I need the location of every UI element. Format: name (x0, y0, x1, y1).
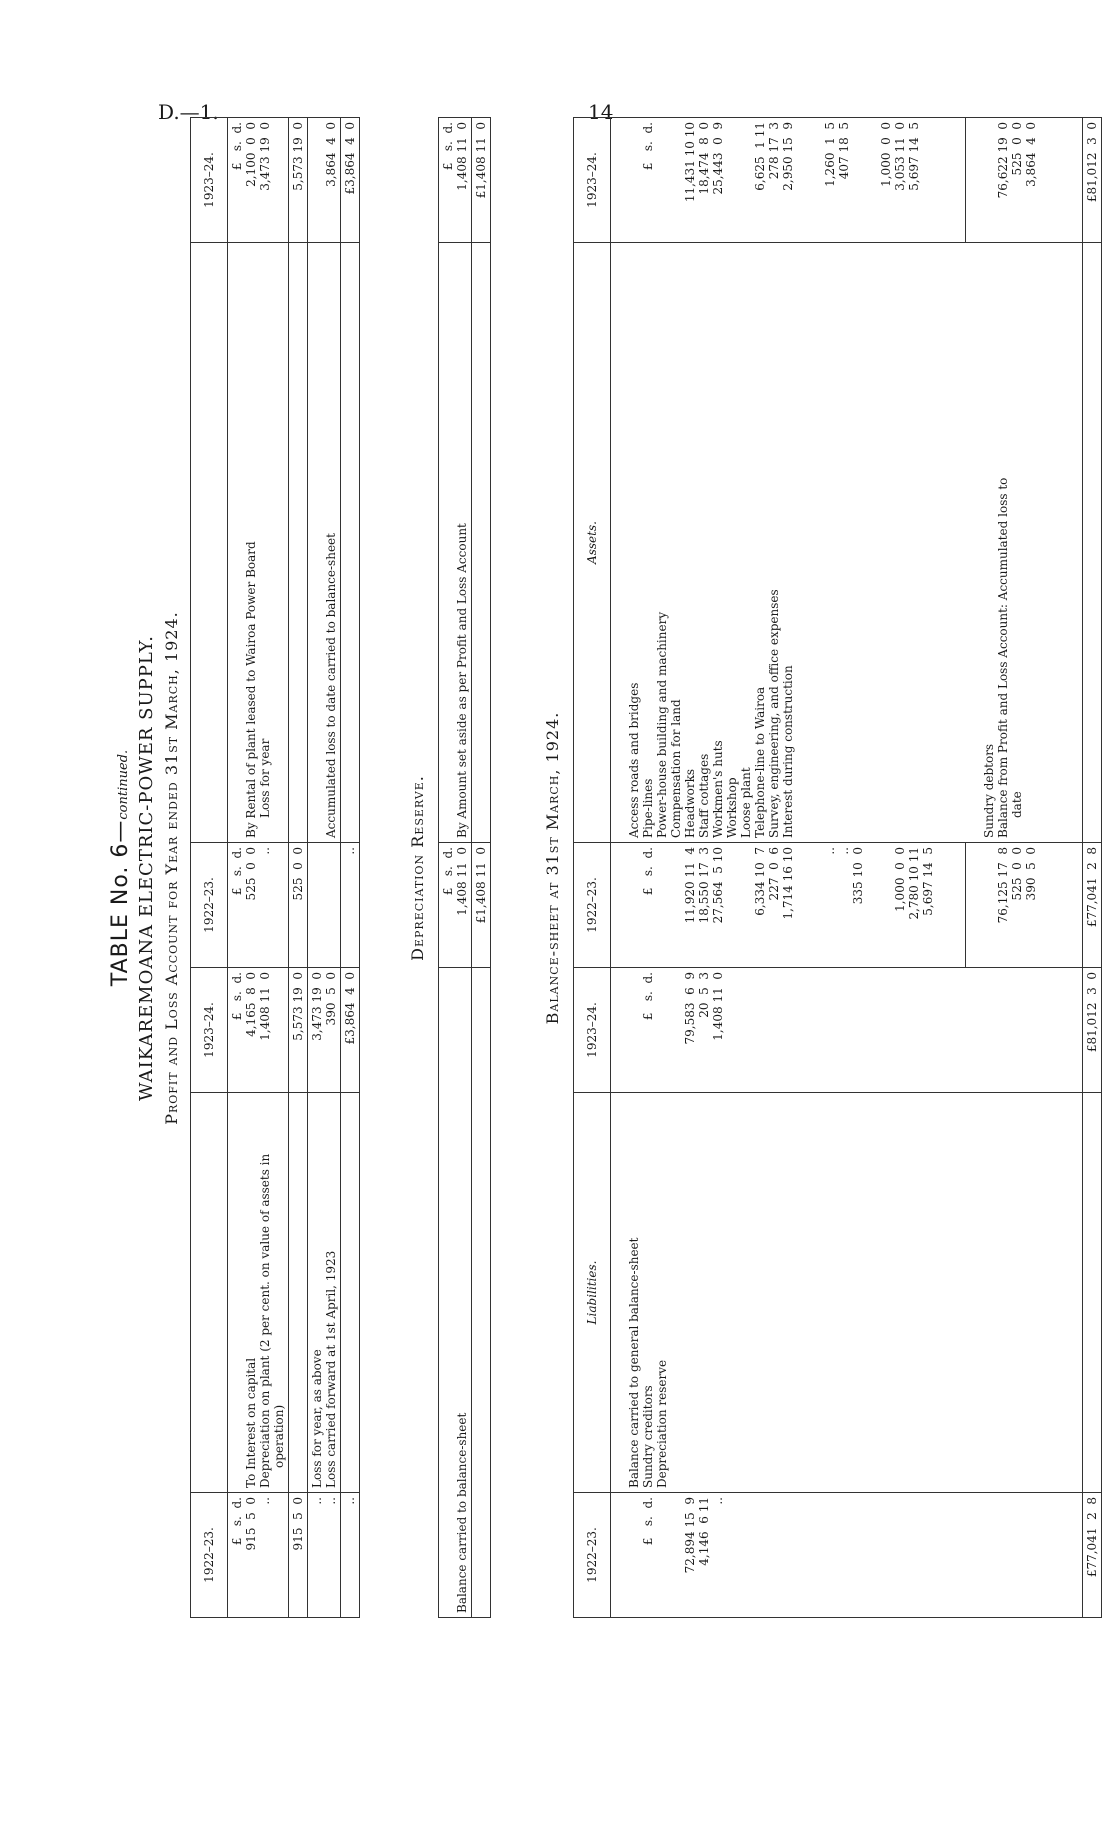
table-number: TABLE No. 6— (108, 819, 133, 987)
table-row (289, 118, 308, 1618)
bs-liab-desc: Balance carried to general balance-sheet Sundry creditors Depreciation reserve (611, 1093, 1083, 1493)
dep-right-total-desc (472, 243, 491, 843)
rotated-content (108, 118, 1099, 1618)
depreciation-table (438, 117, 491, 1618)
pl-dr-1923: £ s. d. 4,165 8 0 1,408 11 0 (228, 968, 289, 1093)
table-number-title (108, 118, 133, 1618)
pl-cr-sub-desc (289, 243, 308, 843)
pl-cr-b-1922 (308, 843, 341, 968)
pl-cr-sub-1922: 525 0 0 (289, 843, 308, 968)
pl-dr-b-desc: Loss for year, as above Loss carried forward at 1st April, 1923 (308, 1093, 341, 1493)
bs-title: Balance-sheet at 31st March, 1924. (543, 711, 562, 1025)
bs-liab-1923: £ s. d. 79,583 6 9 20 5 3 1,408 11 0 (611, 968, 1083, 1093)
dep-title: Depreciation Reserve. (408, 775, 427, 961)
pl-dr-sub-desc (289, 1093, 308, 1493)
pl-dr-total-desc (341, 1093, 360, 1493)
pl-cr-total-desc (341, 243, 360, 843)
pl-cr-sub-1923: 5,573 19 0 (289, 118, 308, 243)
bs-col-1922-a: 1922–23. (574, 843, 611, 968)
bs-asset-b-1922: 76,125 17 8 525 0 0 390 5 0 (966, 843, 1083, 968)
bs-asset-b-1923: 76,622 19 0 525 0 0 3,864 4 0 (966, 118, 1083, 243)
col-1923-cr: 1923–24. (191, 118, 228, 243)
table-row (228, 118, 289, 1618)
page-header-left: D.—1. (158, 100, 219, 124)
profit-loss-table (190, 117, 360, 1618)
col-1922-dr: 1922–23. (191, 1493, 228, 1618)
bs-asset-total-1922: £77,041 2 8 (1083, 843, 1102, 968)
pl-cr-1922: £ s. d. 525 0 0 .. (228, 843, 289, 968)
pl-dr-desc: To Interest on capital Depreciation on plant (2 per cent. on value of assets in operation) (228, 1093, 289, 1493)
dep-left-desc: Balance carried to balance-sheet (439, 968, 472, 1618)
bs-liab-1922: £ s. d. 72,894 15 9 4,146 6 11 .. (611, 1493, 1083, 1618)
pl-cr-b-desc: Accumulated loss to date carried to balance-sheet (308, 243, 341, 843)
bs-asset-total-1923: £81,012 3 0 (1083, 118, 1102, 243)
bs-asset-1922: £ s. d. 11,920 11 4 18,550 17 3 27,564 5 10 6,334 10 7 227 0 6 1,714 16 10 .. .. 335 10 0 1,000 0 0 2,780 10 11 5,697 14 5 (611, 843, 966, 968)
dep-right-amt: £ s. d. 1,408 11 0 (439, 118, 472, 243)
table-row (439, 118, 472, 1618)
pl-cr-total-1922: .. (341, 843, 360, 968)
dep-left-amt: £ s. d. 1,408 11 0 (439, 843, 472, 968)
col-1922-cr: 1922–23. (191, 843, 228, 968)
bs-col-1923-l: 1923–24. (574, 968, 611, 1093)
bs-asset-1923: £ s. d. 11,431 10 10 18,474 8 0 25,443 0 9 6,625 1 11 278 17 3 2,950 15 9 1,260 1 5 407 18 5 1,000 0 0 3,053 11 0 5,697 14 5 (611, 118, 966, 243)
bs-liab-total-1923: £81,012 3 0 (1083, 968, 1102, 1093)
dep-right-desc: By Amount set aside as per Profit and Loss Account (439, 243, 472, 843)
balance-sheet-table (573, 117, 1102, 1618)
dep-left-total: £1,408 11 0 (472, 843, 491, 968)
pl-dr-sub-1923: 5,573 19 0 (289, 968, 308, 1093)
pl-dr-1922: £ s. d. 915 5 0 .. (228, 1493, 289, 1618)
pl-dr-b-1923: 3,473 19 0 390 5 0 (308, 968, 341, 1093)
pl-cr-1923: £ s. d. 2,100 0 0 3,473 19 0 (228, 118, 289, 243)
pl-cr-total-1923: £3,864 4 0 (341, 118, 360, 243)
pl-cr-desc: By Rental of plant leased to Wairoa Power Board Loss for year (228, 243, 289, 843)
pl-dr-b-1922: .. .. (308, 1493, 341, 1618)
dep-right-total: £1,408 11 0 (472, 118, 491, 243)
page-number: 14 (588, 100, 614, 124)
table-row (308, 118, 341, 1618)
bs-asset-b-desc: Sundry debtors Balance from Profit and Loss Account: Accumulated loss to date (966, 243, 1083, 843)
bs-asset-desc: Access roads and bridges Pipe-lines Power-house building and machinery Compensation for land Headworks Staff cottages Workmen's huts Workshop Loose plant Telephone-line to Wairoa Survey, engineering, and office expenses Interest during construction (611, 243, 966, 843)
col-dr-desc (191, 1093, 228, 1493)
col-cr-desc (191, 243, 228, 843)
bs-col-assets: Assets. (574, 243, 611, 843)
supply-title: WAIKAREMOANA ELECTRIC-POWER SUPPLY. (136, 635, 157, 1101)
pl-dr-total-1923: £3,864 4 0 (341, 968, 360, 1093)
table-row (1083, 118, 1102, 1618)
bs-asset-total-desc (1083, 243, 1102, 843)
dep-left-total-desc (472, 968, 491, 1618)
col-1923-dr: 1923–24. (191, 968, 228, 1093)
pl-dr-sub-1922: 915 5 0 (289, 1493, 308, 1618)
bs-liab-total-desc (1083, 1093, 1102, 1493)
continued-label: continued. (116, 749, 131, 820)
table-row (341, 118, 360, 1618)
bs-col-1923-a: 1923–24. (574, 118, 611, 243)
table-row (611, 118, 966, 1618)
table-row (472, 118, 491, 1618)
bs-col-1922-l: 1922–23. (574, 1493, 611, 1618)
bs-liab-total-1922: £77,041 2 8 (1083, 1493, 1102, 1618)
pl-cr-b-1923: 3,864 4 0 (308, 118, 341, 243)
bs-col-liabilities: Liabilities. (574, 1093, 611, 1493)
pl-title: Profit and Loss Account for Year ended 31st March, 1924. (162, 611, 181, 1125)
pl-dr-total-1922: .. (341, 1493, 360, 1618)
